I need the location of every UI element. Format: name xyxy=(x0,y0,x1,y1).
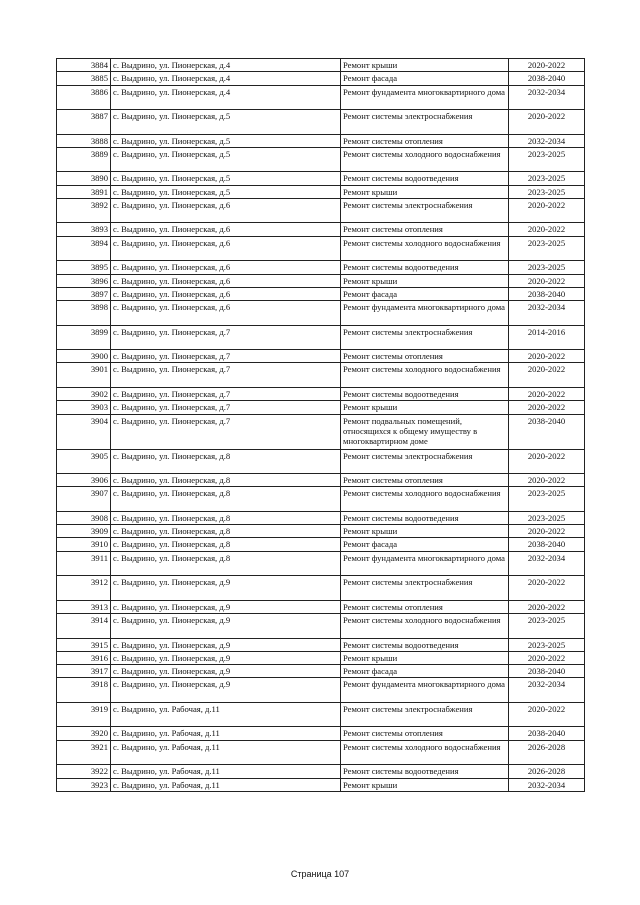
period-cell: 2032-2034 xyxy=(509,134,585,147)
table-row xyxy=(57,678,585,703)
work-type-cell: Ремонт системы электроснабжения xyxy=(341,110,509,135)
row-number: 3912 xyxy=(57,576,111,601)
row-number: 3907 xyxy=(57,487,111,512)
work-type-cell: Ремонт системы холодного водоснабжения xyxy=(341,740,509,765)
table-row xyxy=(57,740,585,765)
address-cell: с. Выдрино, ул. Пионерская, д.9 xyxy=(111,678,341,703)
table-row xyxy=(57,638,585,651)
address-cell: с. Выдрино, ул. Рабочая, д.11 xyxy=(111,778,341,791)
address-cell: с. Выдрино, ул. Пионерская, д.6 xyxy=(111,236,341,261)
address-cell: с. Выдрино, ул. Пионерская, д.5 xyxy=(111,110,341,135)
table-row xyxy=(57,301,585,326)
address-cell: с. Выдрино, ул. Пионерская, д.9 xyxy=(111,651,341,664)
table-body xyxy=(57,59,585,792)
row-number: 3902 xyxy=(57,387,111,400)
row-number: 3884 xyxy=(57,59,111,72)
row-number: 3903 xyxy=(57,401,111,414)
page-number: Страница 107 xyxy=(290,869,350,879)
row-number: 3918 xyxy=(57,678,111,703)
row-number: 3915 xyxy=(57,638,111,651)
work-type-cell: Ремонт крыши xyxy=(341,525,509,538)
address-cell: с. Выдрино, ул. Пионерская, д.7 xyxy=(111,401,341,414)
table-row xyxy=(57,147,585,172)
period-cell: 2026-2028 xyxy=(509,740,585,765)
row-number: 3889 xyxy=(57,147,111,172)
table-row xyxy=(57,474,585,487)
row-number: 3900 xyxy=(57,350,111,363)
row-number: 3901 xyxy=(57,363,111,388)
table-row xyxy=(57,387,585,400)
row-number: 3890 xyxy=(57,172,111,185)
address-cell: с. Выдрино, ул. Пионерская, д.6 xyxy=(111,287,341,300)
address-cell: с. Выдрино, ул. Пионерская, д.5 xyxy=(111,147,341,172)
row-number: 3899 xyxy=(57,325,111,350)
period-cell: 2020-2022 xyxy=(509,363,585,388)
work-type-cell: Ремонт системы водоотведения xyxy=(341,511,509,524)
table-row xyxy=(57,576,585,601)
row-number: 3914 xyxy=(57,614,111,639)
work-type-cell: Ремонт системы водоотведения xyxy=(341,387,509,400)
table-row xyxy=(57,651,585,664)
table-row xyxy=(57,449,585,474)
period-cell: 2038-2040 xyxy=(509,72,585,85)
address-cell: с. Выдрино, ул. Пионерская, д.6 xyxy=(111,223,341,236)
work-type-cell: Ремонт фасада xyxy=(341,287,509,300)
row-number: 3896 xyxy=(57,274,111,287)
address-cell: с. Выдрино, ул. Пионерская, д.5 xyxy=(111,172,341,185)
work-type-cell: Ремонт системы водоотведения xyxy=(341,638,509,651)
work-type-cell: Ремонт системы холодного водоснабжения xyxy=(341,487,509,512)
period-cell: 2020-2022 xyxy=(509,59,585,72)
period-cell: 2023-2025 xyxy=(509,638,585,651)
table-row xyxy=(57,198,585,223)
address-cell: с. Выдрино, ул. Пионерская, д.4 xyxy=(111,59,341,72)
table-row xyxy=(57,727,585,740)
work-type-cell: Ремонт системы отопления xyxy=(341,134,509,147)
work-type-cell: Ремонт системы водоотведения xyxy=(341,261,509,274)
address-cell: с. Выдрино, ул. Пионерская, д.7 xyxy=(111,363,341,388)
table-row xyxy=(57,538,585,551)
period-cell: 2023-2025 xyxy=(509,511,585,524)
work-type-cell: Ремонт системы электроснабжения xyxy=(341,325,509,350)
row-number: 3920 xyxy=(57,727,111,740)
period-cell: 2020-2022 xyxy=(509,198,585,223)
table-row xyxy=(57,600,585,613)
work-type-cell: Ремонт системы водоотведения xyxy=(341,172,509,185)
period-cell: 2023-2025 xyxy=(509,236,585,261)
work-type-cell: Ремонт системы отопления xyxy=(341,474,509,487)
period-cell: 2020-2022 xyxy=(509,474,585,487)
row-number: 3898 xyxy=(57,301,111,326)
work-type-cell: Ремонт крыши xyxy=(341,401,509,414)
work-type-cell: Ремонт системы холодного водоснабжения xyxy=(341,614,509,639)
work-type-cell: Ремонт системы электроснабжения xyxy=(341,576,509,601)
table-row xyxy=(57,665,585,678)
table-row xyxy=(57,236,585,261)
row-number: 3892 xyxy=(57,198,111,223)
address-cell: с. Выдрино, ул. Пионерская, д.8 xyxy=(111,449,341,474)
period-cell: 2032-2034 xyxy=(509,301,585,326)
table-row xyxy=(57,59,585,72)
period-cell: 2032-2034 xyxy=(509,778,585,791)
period-cell: 2038-2040 xyxy=(509,414,585,449)
row-number: 3921 xyxy=(57,740,111,765)
table-row xyxy=(57,702,585,727)
work-type-cell: Ремонт системы электроснабжения xyxy=(341,198,509,223)
period-cell: 2032-2034 xyxy=(509,678,585,703)
period-cell: 2026-2028 xyxy=(509,765,585,778)
table-row xyxy=(57,350,585,363)
work-type-cell: Ремонт фундамента многоквартирного дома xyxy=(341,85,509,110)
address-cell: с. Выдрино, ул. Пионерская, д.9 xyxy=(111,576,341,601)
address-cell: с. Выдрино, ул. Пионерская, д.9 xyxy=(111,638,341,651)
address-cell: с. Выдрино, ул. Пионерская, д.9 xyxy=(111,600,341,613)
period-cell: 2020-2022 xyxy=(509,525,585,538)
period-cell: 2023-2025 xyxy=(509,614,585,639)
table-row xyxy=(57,551,585,576)
work-type-cell: Ремонт крыши xyxy=(341,185,509,198)
table-row xyxy=(57,778,585,791)
period-cell: 2038-2040 xyxy=(509,538,585,551)
work-type-cell: Ремонт фундамента многоквартирного дома xyxy=(341,678,509,703)
period-cell: 2023-2025 xyxy=(509,172,585,185)
row-number: 3904 xyxy=(57,414,111,449)
address-cell: с. Выдрино, ул. Пионерская, д.6 xyxy=(111,274,341,287)
work-type-cell: Ремонт системы холодного водоснабжения xyxy=(341,363,509,388)
row-number: 3909 xyxy=(57,525,111,538)
period-cell: 2038-2040 xyxy=(509,665,585,678)
address-cell: с. Выдрино, ул. Пионерская, д.9 xyxy=(111,665,341,678)
period-cell: 2032-2034 xyxy=(509,85,585,110)
period-cell: 2020-2022 xyxy=(509,576,585,601)
period-cell: 2020-2022 xyxy=(509,387,585,400)
table-row xyxy=(57,72,585,85)
work-type-cell: Ремонт системы холодного водоснабжения xyxy=(341,236,509,261)
table-row xyxy=(57,765,585,778)
address-cell: с. Выдрино, ул. Пионерская, д.6 xyxy=(111,198,341,223)
work-type-cell: Ремонт крыши xyxy=(341,778,509,791)
table-row xyxy=(57,287,585,300)
work-type-cell: Ремонт системы электроснабжения xyxy=(341,702,509,727)
period-cell: 2020-2022 xyxy=(509,223,585,236)
work-type-cell: Ремонт подвальных помещений, относящихся к общему имуществу в многоквартирном доме xyxy=(341,414,509,449)
work-type-cell: Ремонт фундамента многоквартирного дома xyxy=(341,551,509,576)
table-row xyxy=(57,134,585,147)
address-cell: с. Выдрино, ул. Пионерская, д.6 xyxy=(111,261,341,274)
address-cell: с. Выдрино, ул. Пионерская, д.8 xyxy=(111,511,341,524)
table-row xyxy=(57,172,585,185)
table-row xyxy=(57,110,585,135)
period-cell: 2014-2016 xyxy=(509,325,585,350)
row-number: 3891 xyxy=(57,185,111,198)
address-cell: с. Выдрино, ул. Пионерская, д.7 xyxy=(111,387,341,400)
table-row xyxy=(57,261,585,274)
table-row xyxy=(57,511,585,524)
work-type-cell: Ремонт системы отопления xyxy=(341,727,509,740)
table-row xyxy=(57,363,585,388)
row-number: 3910 xyxy=(57,538,111,551)
table-row xyxy=(57,614,585,639)
row-number: 3888 xyxy=(57,134,111,147)
table-row xyxy=(57,487,585,512)
period-cell: 2038-2040 xyxy=(509,287,585,300)
work-type-cell: Ремонт системы отопления xyxy=(341,223,509,236)
work-type-cell: Ремонт крыши xyxy=(341,651,509,664)
table-row xyxy=(57,85,585,110)
work-type-cell: Ремонт системы холодного водоснабжения xyxy=(341,147,509,172)
table-row xyxy=(57,414,585,449)
address-cell: с. Выдрино, ул. Пионерская, д.8 xyxy=(111,538,341,551)
address-cell: с. Выдрино, ул. Рабочая, д.11 xyxy=(111,702,341,727)
address-cell: с. Выдрино, ул. Пионерская, д.8 xyxy=(111,525,341,538)
address-cell: с. Выдрино, ул. Пионерская, д.9 xyxy=(111,614,341,639)
period-cell: 2023-2025 xyxy=(509,261,585,274)
row-number: 3917 xyxy=(57,665,111,678)
row-number: 3897 xyxy=(57,287,111,300)
period-cell: 2032-2034 xyxy=(509,551,585,576)
row-number: 3893 xyxy=(57,223,111,236)
table-row xyxy=(57,525,585,538)
table-row xyxy=(57,325,585,350)
row-number: 3885 xyxy=(57,72,111,85)
table-row xyxy=(57,274,585,287)
work-type-cell: Ремонт фундамента многоквартирного дома xyxy=(341,301,509,326)
work-type-cell: Ремонт крыши xyxy=(341,274,509,287)
row-number: 3919 xyxy=(57,702,111,727)
period-cell: 2020-2022 xyxy=(509,350,585,363)
address-cell: с. Выдрино, ул. Пионерская, д.8 xyxy=(111,551,341,576)
table-row xyxy=(57,185,585,198)
row-number: 3911 xyxy=(57,551,111,576)
row-number: 3895 xyxy=(57,261,111,274)
period-cell: 2038-2040 xyxy=(509,727,585,740)
work-type-cell: Ремонт системы электроснабжения xyxy=(341,449,509,474)
address-cell: с. Выдрино, ул. Рабочая, д.11 xyxy=(111,765,341,778)
address-cell: с. Выдрино, ул. Пионерская, д.4 xyxy=(111,72,341,85)
work-type-cell: Ремонт фасада xyxy=(341,665,509,678)
address-cell: с. Выдрино, ул. Пионерская, д.5 xyxy=(111,134,341,147)
work-type-cell: Ремонт фасада xyxy=(341,538,509,551)
repair-schedule-table xyxy=(56,58,585,792)
period-cell: 2020-2022 xyxy=(509,651,585,664)
period-cell: 2023-2025 xyxy=(509,487,585,512)
table-row xyxy=(57,401,585,414)
address-cell: с. Выдрино, ул. Пионерская, д.4 xyxy=(111,85,341,110)
period-cell: 2020-2022 xyxy=(509,401,585,414)
address-cell: с. Выдрино, ул. Рабочая, д.11 xyxy=(111,727,341,740)
period-cell: 2020-2022 xyxy=(509,274,585,287)
row-number: 3916 xyxy=(57,651,111,664)
row-number: 3887 xyxy=(57,110,111,135)
work-type-cell: Ремонт системы водоотведения xyxy=(341,765,509,778)
address-cell: с. Выдрино, ул. Пионерская, д.8 xyxy=(111,487,341,512)
row-number: 3894 xyxy=(57,236,111,261)
row-number: 3923 xyxy=(57,778,111,791)
period-cell: 2020-2022 xyxy=(509,702,585,727)
period-cell: 2020-2022 xyxy=(509,600,585,613)
address-cell: с. Выдрино, ул. Пионерская, д.7 xyxy=(111,325,341,350)
period-cell: 2020-2022 xyxy=(509,110,585,135)
table-row xyxy=(57,223,585,236)
period-cell: 2023-2025 xyxy=(509,185,585,198)
address-cell: с. Выдрино, ул. Пионерская, д.7 xyxy=(111,350,341,363)
address-cell: с. Выдрино, ул. Рабочая, д.11 xyxy=(111,740,341,765)
address-cell: с. Выдрино, ул. Пионерская, д.8 xyxy=(111,474,341,487)
period-cell: 2020-2022 xyxy=(509,449,585,474)
row-number: 3913 xyxy=(57,600,111,613)
work-type-cell: Ремонт фасада xyxy=(341,72,509,85)
row-number: 3922 xyxy=(57,765,111,778)
address-cell: с. Выдрино, ул. Пионерская, д.6 xyxy=(111,301,341,326)
row-number: 3886 xyxy=(57,85,111,110)
row-number: 3905 xyxy=(57,449,111,474)
row-number: 3908 xyxy=(57,511,111,524)
row-number: 3906 xyxy=(57,474,111,487)
work-type-cell: Ремонт системы отопления xyxy=(341,350,509,363)
work-type-cell: Ремонт крыши xyxy=(341,59,509,72)
address-cell: с. Выдрино, ул. Пионерская, д.5 xyxy=(111,185,341,198)
work-type-cell: Ремонт системы отопления xyxy=(341,600,509,613)
period-cell: 2023-2025 xyxy=(509,147,585,172)
address-cell: с. Выдрино, ул. Пионерская, д.7 xyxy=(111,414,341,449)
